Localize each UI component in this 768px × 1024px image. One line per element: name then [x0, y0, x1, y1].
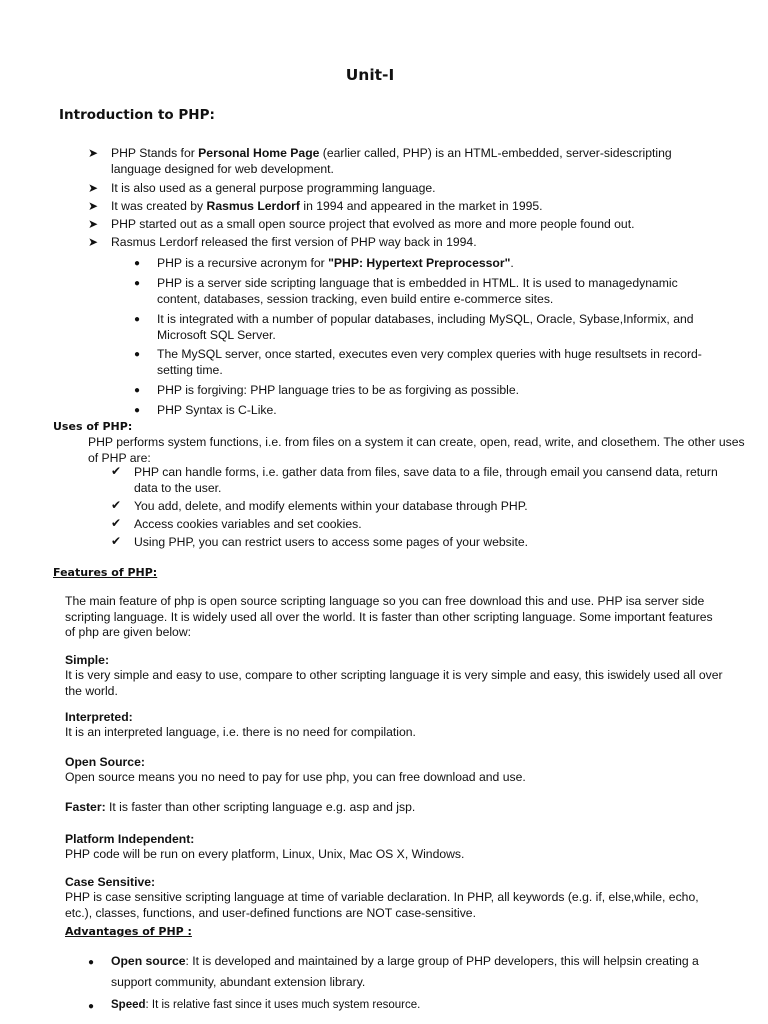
arrow-bullet-icon: ➤ [88, 217, 99, 231]
check-icon: ✔ [111, 498, 122, 512]
check-icon: ✔ [111, 516, 122, 530]
dot-bullet-icon: ● [134, 405, 141, 416]
intro-item-4: PHP started out as a small open source project that evolved as more and more people found out. [111, 217, 635, 231]
simple-heading: Simple: [65, 653, 110, 667]
sub-item-2: PHP is a server side scripting language that is embedded in HTML. It is used to managedynamic content, databases, session tracking, even build entire e-commerce sites. [157, 276, 678, 306]
intro-item-1: PHP Stands for Personal Home Page (earlier called, PHP) is an HTML-embedded, server-sidescripting language designed for web development. [111, 146, 672, 176]
arrow-bullet-icon: ➤ [88, 235, 99, 249]
intro-item-3: It was created by Rasmus Lerdorf in 1994 and appeared in the market in 1995. [111, 199, 543, 213]
features-intro: The main feature of php is open source scripting language so you can free download this and use. PHP isa server side scripting language. It is widely used all over the world. It is faster than other scripting language. Some important features of php are given below: [65, 594, 713, 639]
uses-item-2: You add, delete, and modify elements within your database through PHP. [134, 499, 528, 513]
case-text: PHP is case sensitive scripting language at time of variable declaration. In PHP, all keywords (e.g. if, else,while, echo, etc.), classes, functions, and user-defined functions are NOT case-sensitive. [65, 890, 699, 920]
platform-text: PHP code will be run on every platform, Linux, Unix, Mac OS X, Windows. [65, 847, 465, 861]
sub-item-4: The MySQL server, once started, executes even very complex queries with huge resultsets in record-setting time. [157, 347, 702, 377]
dot-bullet-icon: ● [134, 278, 141, 289]
dot-bullet-icon: ● [134, 349, 141, 360]
sub-item-5: PHP is forgiving: PHP language tries to be as forgiving as possible. [157, 383, 519, 397]
dot-bullet-icon: ● [134, 258, 141, 269]
intro-heading: Introduction to PHP: [59, 107, 215, 123]
page-title: Unit-I [345, 66, 395, 84]
platform-heading: Platform Independent: [65, 832, 195, 846]
case-heading: Case Sensitive: [65, 875, 156, 889]
check-icon: ✔ [111, 464, 122, 478]
arrow-bullet-icon: ➤ [88, 199, 99, 213]
uses-intro: PHP performs system functions, i.e. from files on a system it can create, open, read, write, and closethem. The other uses of PHP are: [88, 435, 745, 465]
open-source-heading: Open Source: [65, 755, 145, 769]
sub-item-1: PHP is a recursive acronym for "PHP: Hypertext Preprocessor". [157, 256, 514, 270]
arrow-bullet-icon: ➤ [88, 146, 99, 160]
faster-line: Faster: It is faster than other scripting language e.g. asp and jsp. [65, 800, 416, 814]
uses-heading: Uses of PHP: [53, 420, 133, 433]
dot-bullet-icon: ● [134, 314, 141, 325]
advantage-item-2: Speed: It is relative fast since it uses much system resource. [111, 999, 421, 1011]
check-icon: ✔ [111, 534, 122, 548]
advantages-heading: Advantages of PHP : [65, 925, 192, 938]
intro-item-5: Rasmus Lerdorf released the first version of PHP way back in 1994. [111, 235, 477, 249]
arrow-bullet-icon: ➤ [88, 181, 99, 195]
uses-item-4: Using PHP, you can restrict users to access some pages of your website. [134, 535, 529, 549]
simple-text: It is very simple and easy to use, compare to other scripting language it is very simple and easy, this iswidely used all over the world. [65, 668, 723, 698]
intro-item-2: It is also used as a general purpose programming language. [111, 181, 436, 195]
interpreted-text: It is an interpreted language, i.e. there is no need for compilation. [65, 725, 416, 739]
uses-item-3: Access cookies variables and set cookies. [134, 517, 362, 531]
dot-bullet-icon: ● [88, 1001, 95, 1012]
dot-bullet-icon: ● [134, 385, 141, 396]
interpreted-heading: Interpreted: [65, 710, 133, 724]
sub-item-3: It is integrated with a number of popular databases, including MySQL, Oracle, Sybase,Informix, and Microsoft SQL Server. [157, 312, 694, 342]
sub-item-6: PHP Syntax is C-Like. [157, 403, 277, 417]
features-heading: Features of PHP: [53, 566, 158, 579]
uses-item-1: PHP can handle forms, i.e. gather data from files, save data to a file, through email you cansend data, return data to the user. [134, 465, 718, 495]
dot-bullet-icon: ● [88, 957, 95, 968]
open-source-text: Open source means you no need to pay for use php, you can free download and use. [65, 770, 526, 784]
advantage-item-1: Open source: It is developed and maintained by a large group of PHP developers, this will helpsin creating a support community, abundant extension library. [111, 954, 699, 989]
